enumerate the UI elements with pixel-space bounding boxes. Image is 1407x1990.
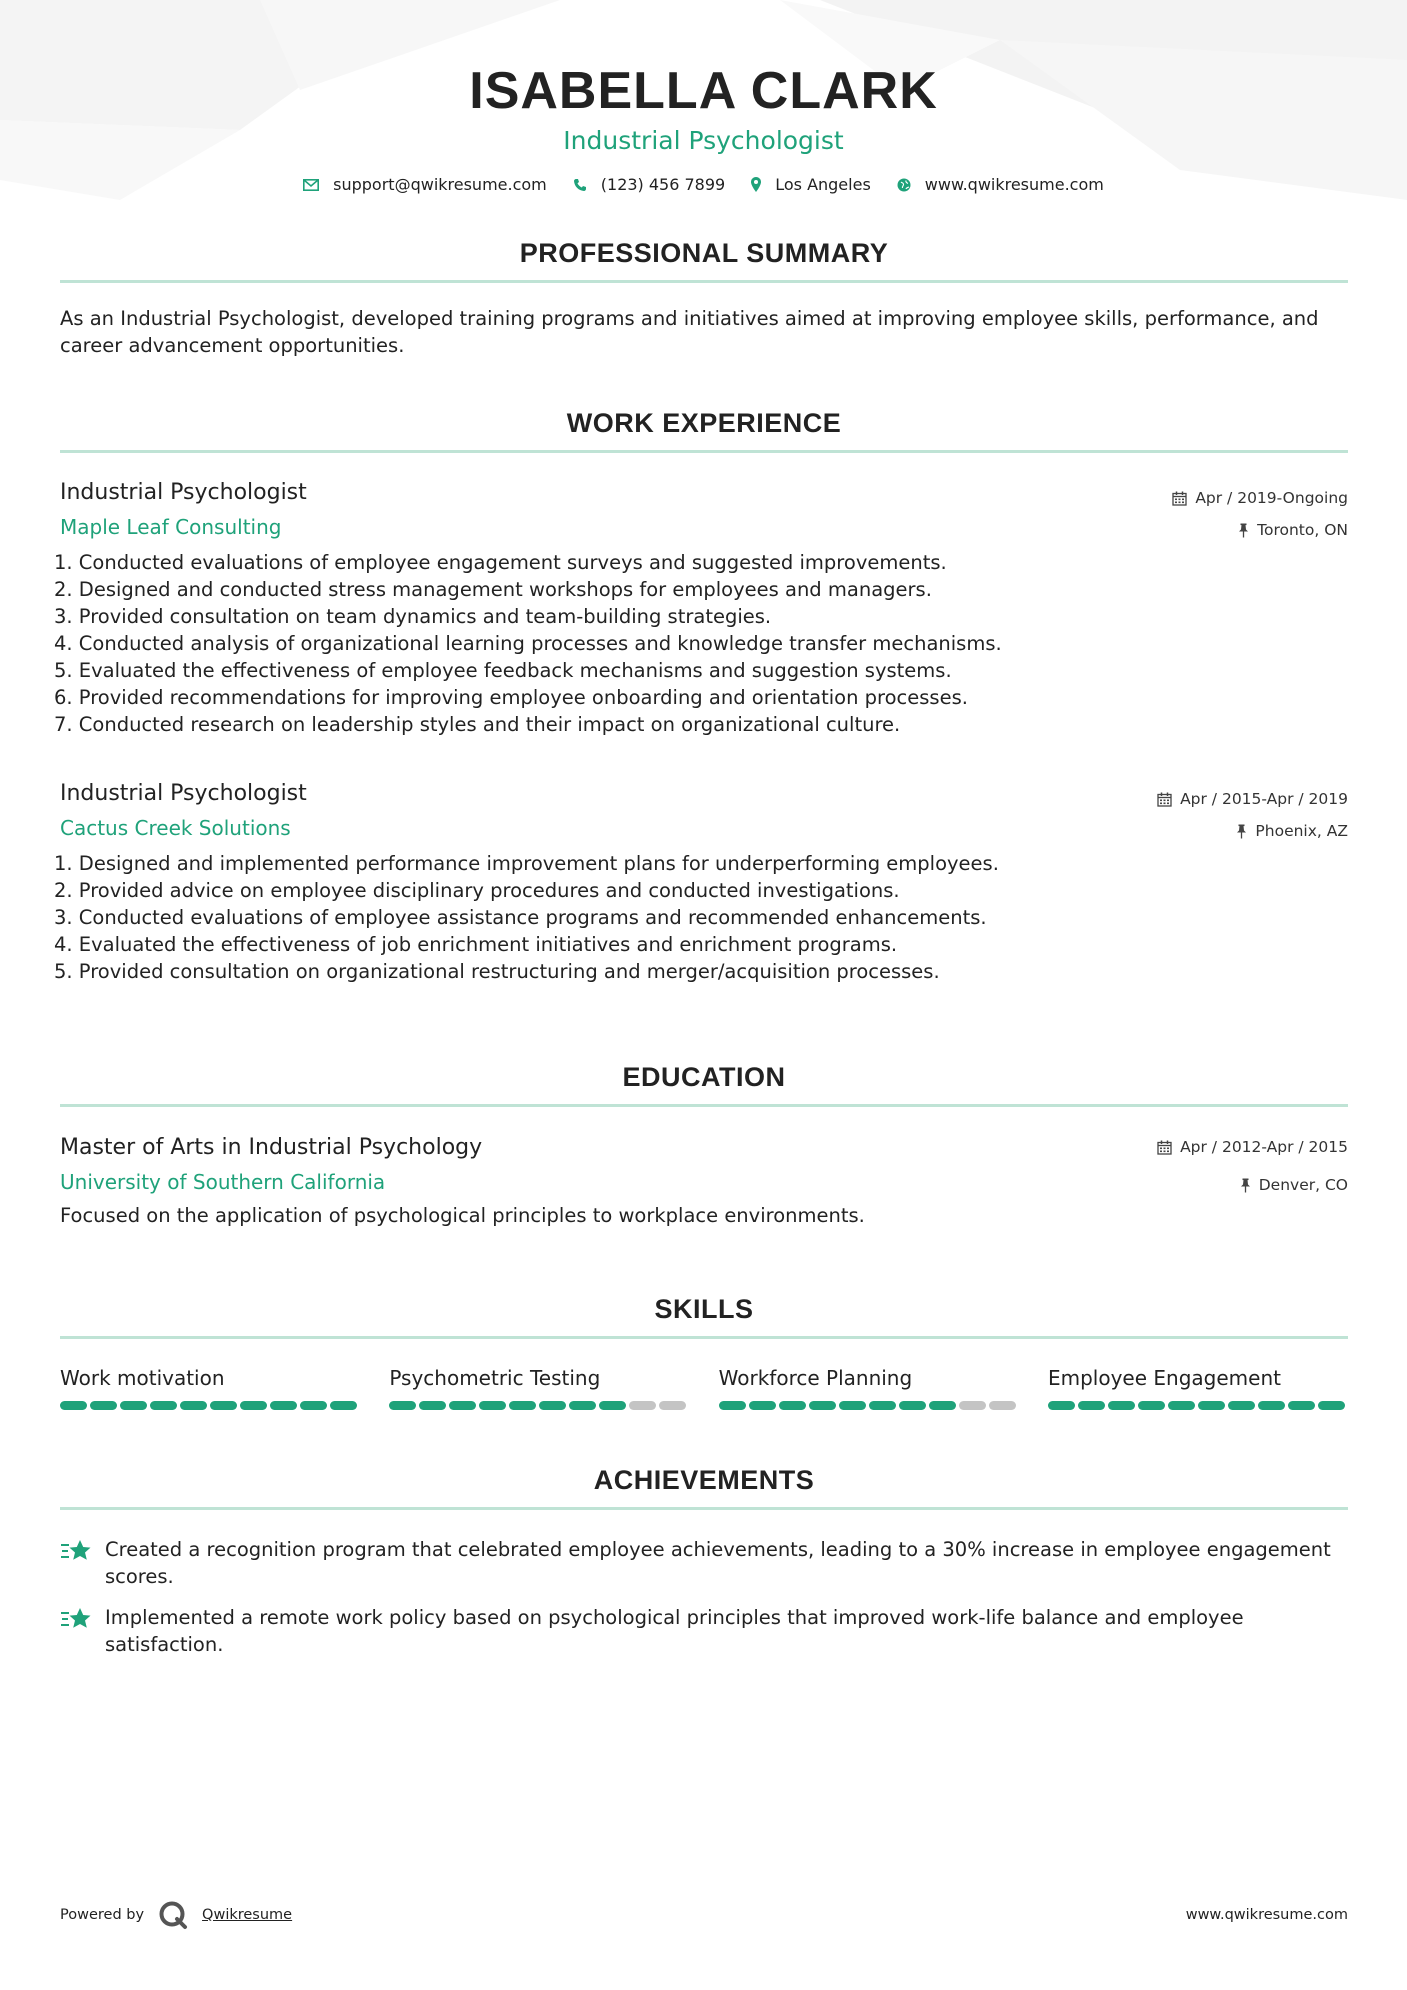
job-dates-text: Apr / 2015-Apr / 2019 [1180,790,1348,808]
calendar-icon [1157,792,1172,807]
calendar-icon [1172,491,1187,506]
achievements-title: ACHIEVEMENTS [593,1465,815,1495]
skill-segment-filled [300,1401,327,1410]
skill-name: Workforce Planning [718,1366,913,1390]
list-item: 4. Evaluated the effectiveness of job enrichment initiatives and enrichment programs. [54,933,898,956]
envelope-icon [303,179,319,191]
education-divider [60,1104,1348,1107]
experience-divider [60,450,1348,453]
achievement-text: Created a recognition program that celebrated employee achievements, leading to a 30% increase in employee engagement scores. [105,1538,1331,1588]
list-item: 5. Evaluated the effectiveness of employee feedback mechanisms and suggestion systems. [54,659,952,682]
skill-item [719,1366,1019,1410]
skill-level-bar [389,1401,689,1410]
candidate-role: Industrial Psychologist [563,126,844,155]
skill-item [1048,1366,1348,1410]
skills-title: SKILLS [654,1294,754,1324]
duty-list [54,850,1348,985]
candidate-name: ISABELLA CLARK [469,62,938,120]
footer-website[interactable]: www.qwikresume.com [1185,1907,1348,1923]
skill-segment-filled [1258,1401,1285,1410]
education-title: EDUCATION [622,1062,786,1092]
powered-by-label: Powered by [60,1907,145,1923]
job-meta [1157,781,1348,841]
summary-text: As an Industrial Psychologist, developed training programs and initiatives aimed at improving employee skills, performance, and career advancement opportunities. [60,307,1319,357]
skill-segment-filled [1198,1401,1225,1410]
achievements-list [60,1536,1348,1672]
education-location [1157,1175,1348,1195]
list-item: 1. Designed and implemented performance improvement plans for underperforming employees. [54,852,999,875]
list-item: 7. Conducted research on leadership styles and their impact on organizational culture. [54,713,901,736]
skill-segment-filled [899,1401,926,1410]
skill-segment-filled [150,1401,177,1410]
skill-segment-filled [120,1401,147,1410]
skill-level-bar [60,1401,360,1410]
job-entry-2 [54,781,1348,985]
skill-segment-filled [1228,1401,1255,1410]
skill-item [60,1366,360,1410]
education-location-text: Denver, CO [1258,1176,1348,1194]
skill-segment-filled [599,1401,626,1410]
skill-segment-filled [749,1401,776,1410]
job-dates [1157,789,1348,809]
skill-segment-filled [389,1401,416,1410]
list-item: 3. Provided consultation on team dynamics and team-building strategies. [54,605,772,628]
skills-divider [60,1336,1348,1339]
experience-section [60,408,1348,453]
contact-email[interactable] [303,175,547,194]
summary-divider [60,280,1348,283]
list-item: 1. Conducted evaluations of employee engagement surveys and suggested improvements. [54,551,947,574]
pushpin-icon [1240,1178,1251,1193]
contact-row [0,175,1407,194]
education-entry [60,1135,1348,1229]
job-title: Industrial Psychologist [60,480,307,505]
resume-header [0,0,1407,194]
education-description: Focused on the application of psychological principles to workplace environments. [60,1204,865,1227]
skill-name: Psychometric Testing [389,1366,601,1390]
skill-segment-filled [60,1401,87,1410]
website-text: www.qwikresume.com [924,175,1104,194]
phone-icon [573,178,587,192]
achievements-divider [60,1507,1348,1510]
job-title: Industrial Psychologist [60,781,307,806]
skill-segment-filled [1048,1401,1075,1410]
achievement-item [60,1604,1348,1658]
pushpin-icon [1238,523,1249,538]
skill-segment-filled [1138,1401,1165,1410]
skill-segment-filled [240,1401,267,1410]
skill-level-bar [1048,1401,1348,1410]
job-meta [1172,480,1348,540]
job-location-text: Toronto, ON [1257,521,1348,539]
school-name: University of Southern California [60,1170,386,1194]
skill-level-bar [719,1401,1019,1410]
footer-powered-by [60,1900,292,1930]
job-dates-text: Apr / 2019-Ongoing [1195,489,1348,507]
skill-segment-empty [959,1401,986,1410]
job-dates [1172,488,1348,508]
star-badge-icon [60,1606,93,1634]
skill-segment-filled [929,1401,956,1410]
contact-website[interactable] [897,175,1104,194]
qwikresume-link[interactable]: Qwikresume [202,1907,293,1923]
job-company: Maple Leaf Consulting [60,515,282,539]
skill-segment-filled [869,1401,896,1410]
job-location [1172,520,1348,540]
list-item: 4. Conducted analysis of organizational learning processes and knowledge transfer mechanisms. [54,632,1002,655]
skills-grid [60,1366,1348,1410]
location-text: Los Angeles [775,175,871,194]
phone-text: (123) 456 7899 [600,175,726,194]
list-item: 3. Conducted evaluations of employee assistance programs and recommended enhancements. [54,906,987,929]
job-location-text: Phoenix, AZ [1255,822,1348,840]
skill-segment-filled [419,1401,446,1410]
contact-phone[interactable] [573,175,725,194]
achievements-section [60,1465,1348,1510]
summary-title: PROFESSIONAL SUMMARY [519,238,889,268]
skill-segment-filled [180,1401,207,1410]
qwikresume-logo-icon [158,1900,188,1930]
calendar-icon [1157,1140,1172,1155]
skill-segment-filled [809,1401,836,1410]
star-badge-icon [60,1538,93,1566]
skill-segment-filled [479,1401,506,1410]
job-location [1157,821,1348,841]
education-meta [1157,1135,1348,1195]
skill-segment-filled [509,1401,536,1410]
map-pin-icon [751,177,761,192]
job-entry-1 [54,480,1348,738]
skill-name: Employee Engagement [1047,1366,1281,1390]
achievement-text: Implemented a remote work policy based on psychological principles that improved work-life balance and employee satisfaction. [105,1606,1244,1656]
skill-item [389,1366,689,1410]
degree-title: Master of Arts in Industrial Psychology [60,1135,483,1160]
list-item: 6. Provided recommendations for improving employee onboarding and orientation processes. [54,686,968,709]
skill-segment-filled [839,1401,866,1410]
job-company: Cactus Creek Solutions [60,816,291,840]
summary-section [60,238,1348,359]
list-item: 2. Designed and conducted stress management workshops for employees and managers. [54,578,932,601]
skill-name: Work motivation [60,1366,225,1390]
skill-segment-filled [779,1401,806,1410]
skills-section [60,1294,1348,1339]
skill-segment-filled [719,1401,746,1410]
skill-segment-filled [270,1401,297,1410]
email-text: support@qwikresume.com [333,175,547,194]
skill-segment-filled [569,1401,596,1410]
skill-segment-filled [1108,1401,1135,1410]
achievement-item [60,1536,1348,1590]
skill-segment-filled [90,1401,117,1410]
page-footer [60,1900,1348,1930]
skill-segment-empty [659,1401,686,1410]
pushpin-icon [1236,824,1247,839]
skill-segment-filled [1078,1401,1105,1410]
education-dates [1157,1137,1348,1157]
duty-list [54,549,1348,738]
skill-segment-filled [539,1401,566,1410]
globe-icon [897,178,911,192]
experience-title: WORK EXPERIENCE [566,408,842,438]
skill-segment-filled [449,1401,476,1410]
skill-segment-filled [330,1401,357,1410]
contact-location [751,175,871,194]
education-section [60,1062,1348,1107]
skill-segment-filled [1318,1401,1345,1410]
list-item: 5. Provided consultation on organizational restructuring and merger/acquisition processes. [54,960,940,983]
skill-segment-filled [1168,1401,1195,1410]
skill-segment-filled [210,1401,237,1410]
skill-segment-empty [629,1401,656,1410]
list-item: 2. Provided advice on employee disciplinary procedures and conducted investigations. [54,879,900,902]
skill-segment-empty [989,1401,1016,1410]
education-dates-text: Apr / 2012-Apr / 2015 [1180,1138,1348,1156]
skill-segment-filled [1288,1401,1315,1410]
